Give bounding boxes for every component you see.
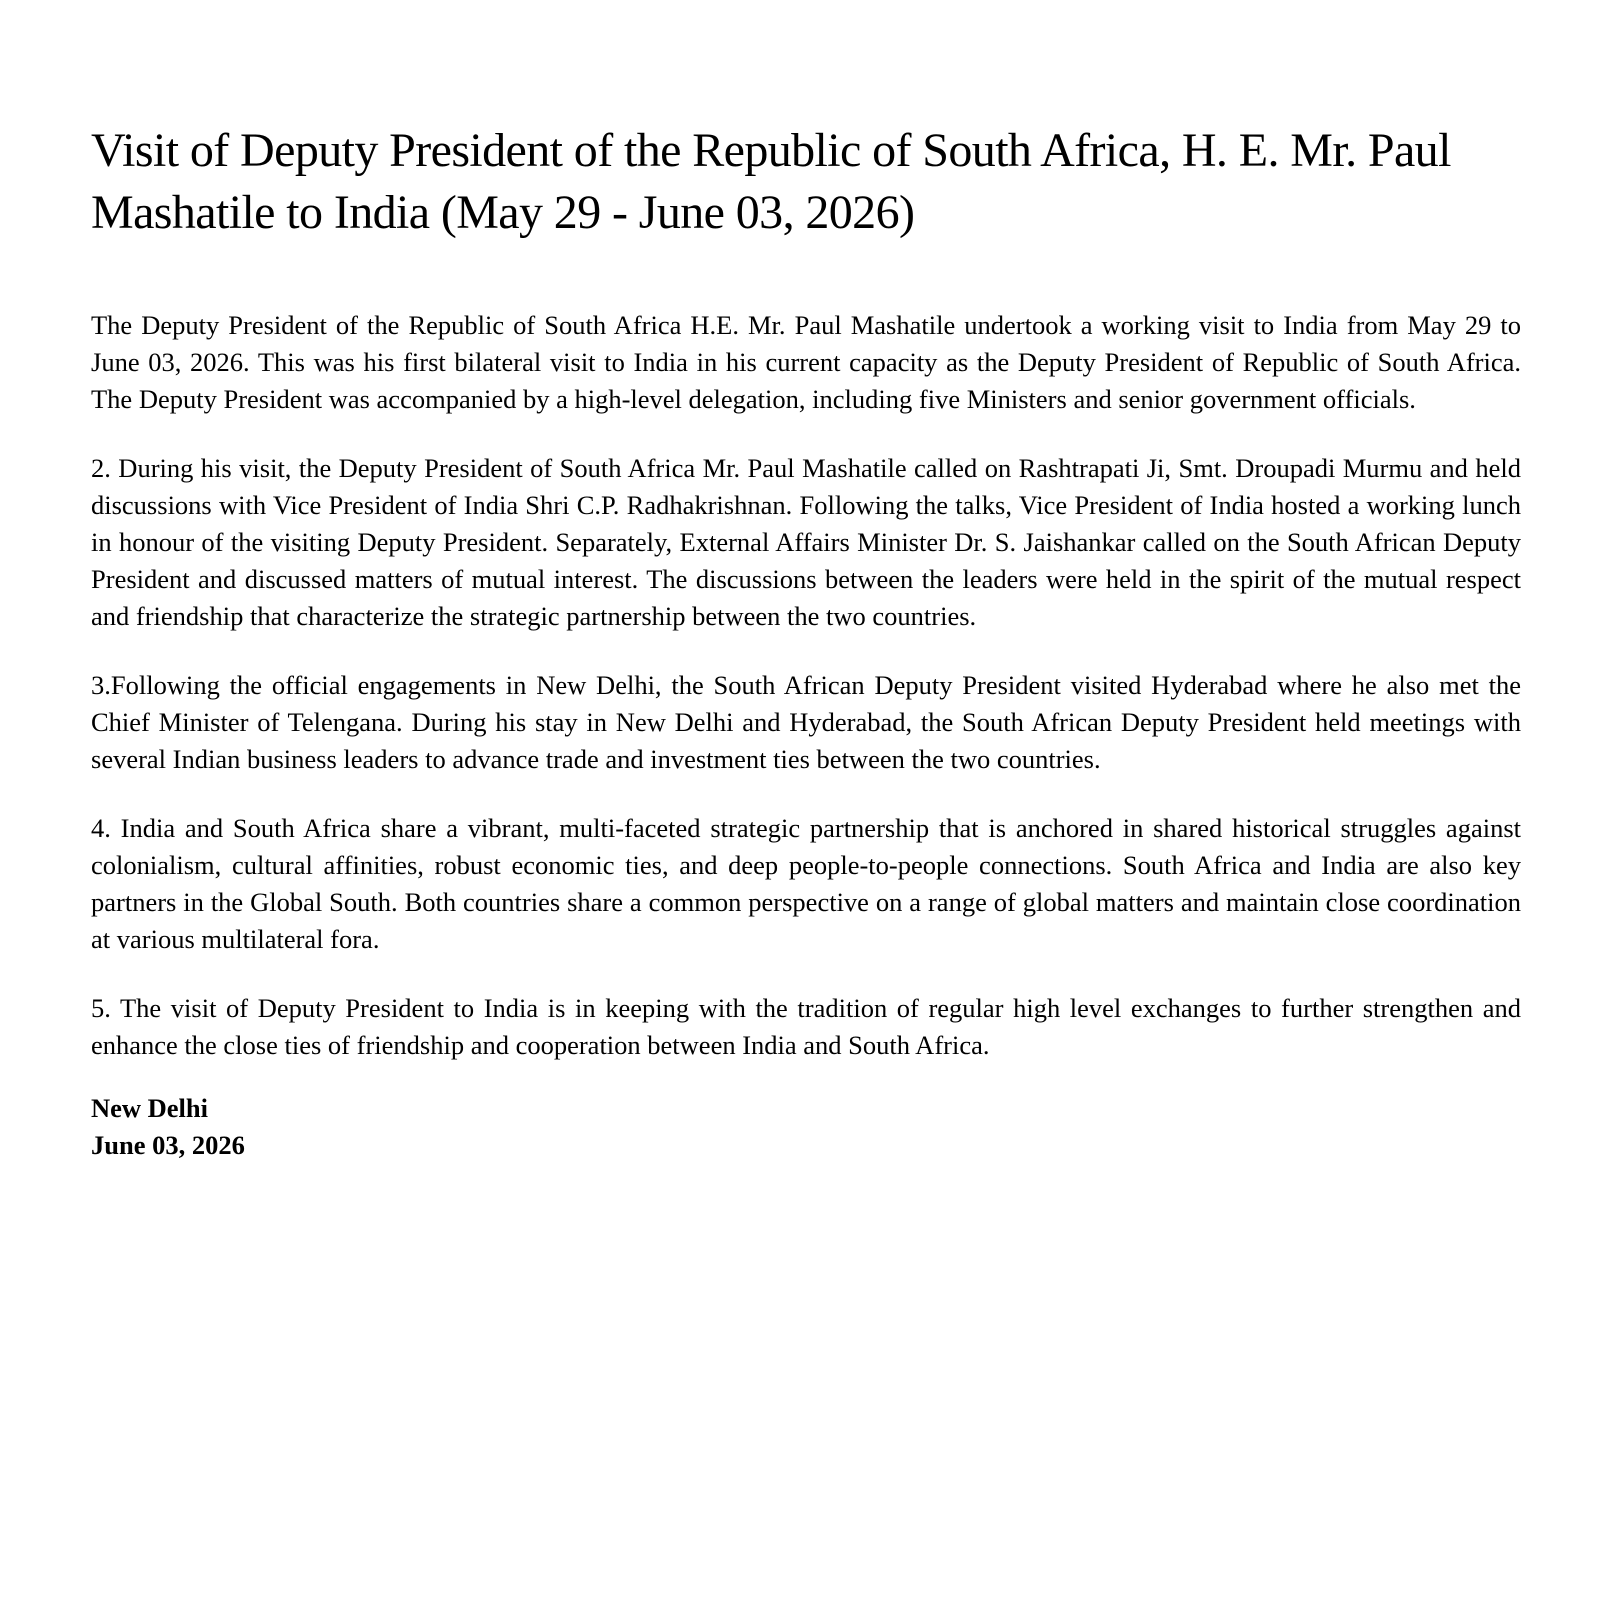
signoff-date: June 03, 2026 xyxy=(91,1130,245,1160)
paragraph-5: 5. The visit of Deputy President to India is in keeping with the tradition of regular high level exchanges to further strengthen and enhance the close ties of friendship and cooperation between India and South Africa. xyxy=(91,993,1521,1060)
press-release-page xyxy=(91,120,1521,1164)
page-title: Visit of Deputy President of the Republic of South Africa, H. E. Mr. Paul Mashatile to India (May 29 - June 03, 2026) xyxy=(91,124,1451,239)
paragraph-1: The Deputy President of the Republic of South Africa H.E. Mr. Paul Mashatile undertook a working visit to India from May 29 to June 03, 2026. This was his first bilateral visit to India in his current capacity as the Deputy President of Republic of South Africa. The Deputy President was accompanied by a high-level delegation, including five Ministers and senior government officials. xyxy=(91,310,1521,414)
paragraph-2: 2. During his visit, the Deputy President of South Africa Mr. Paul Mashatile called on Rashtrapati Ji, Smt. Droupadi Murmu and held discussions with Vice President of India Shri C.P. Radhakrishnan. Following the talks, Vice President of India hosted a working lunch in honour of the visiting Deputy President. Separately, External Affairs Minister Dr. S. Jaishankar called on the South African Deputy President and discussed matters of mutual interest. The discussions between the leaders were held in the spirit of the mutual respect and friendship that characterize the strategic partnership between the two countries. xyxy=(91,453,1521,631)
signoff-block xyxy=(91,1090,1521,1164)
document-body xyxy=(91,307,1521,1164)
signoff-place: New Delhi xyxy=(91,1093,209,1123)
paragraph-4: 4. India and South Africa share a vibrant, multi-faceted strategic partnership that is anchored in shared historical struggles against colonialism, cultural affinities, robust economic ties, and deep people-to-people connections. South Africa and India are also key partners in the Global South. Both countries share a common perspective on a range of global matters and maintain close coordination at various multilateral fora. xyxy=(91,813,1521,954)
paragraph-3: 3.Following the official engagements in New Delhi, the South African Deputy President visited Hyderabad where he also met the Chief Minister of Telengana. During his stay in New Delhi and Hyderabad, the South African Deputy President held meetings with several Indian business leaders to advance trade and investment ties between the two countries. xyxy=(91,670,1521,774)
